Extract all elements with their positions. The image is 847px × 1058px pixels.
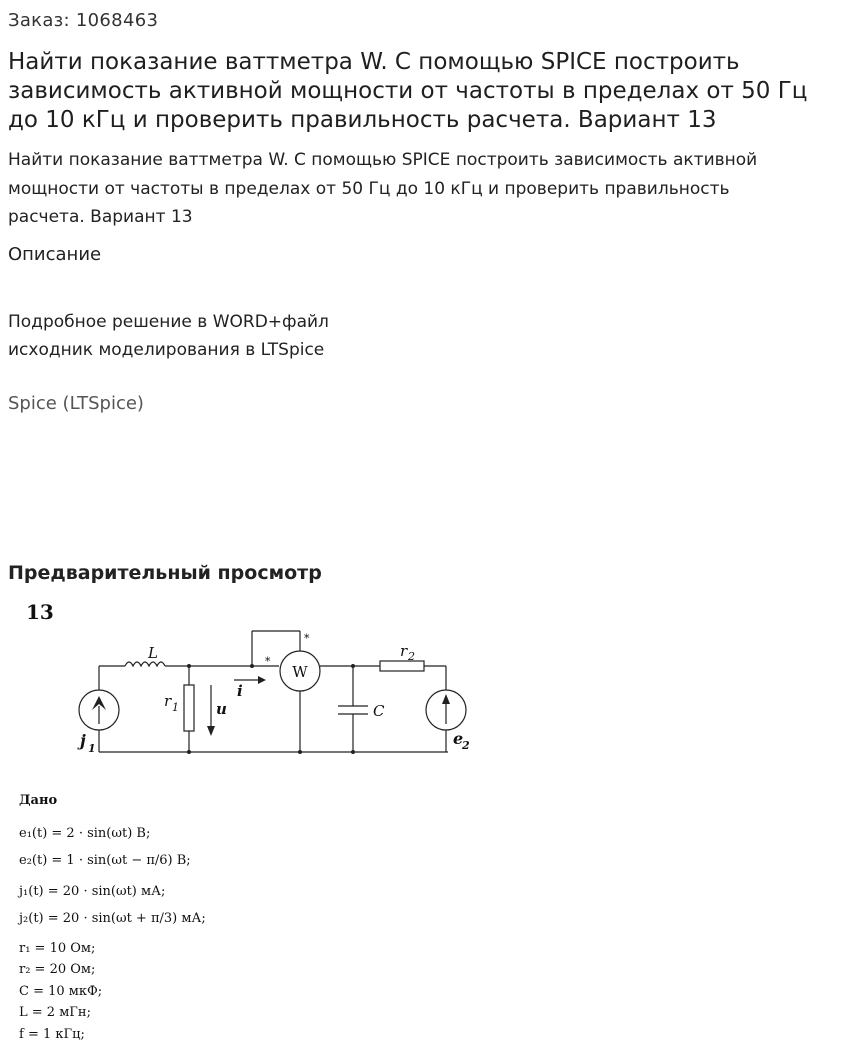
given-e1: e₁(t) = 2 · sin(ωt) В;	[19, 826, 151, 841]
given-j2: j₂(t) = 20 · sin(ωt + π/3) мА;	[19, 911, 206, 926]
label-j1-sub: 1	[88, 742, 96, 755]
label-j1: j	[80, 731, 86, 750]
label-r1-sub: 1	[172, 701, 179, 714]
label-i: i	[237, 682, 243, 700]
given-C: C = 10 мкФ;	[19, 984, 103, 999]
preview-heading: Предварительный просмотр	[8, 562, 322, 584]
preview-image	[8, 598, 488, 1053]
given-f: f = 1 кГц;	[19, 1027, 85, 1042]
page-title: Найти показание ваттметра W. С помощью SPICE построить зависимость активной мощности от частоты в пределах от 50 Гц до 10 кГц и проверить правильность расчета. Вариант 13	[8, 49, 808, 133]
label-e2-sub: 2	[462, 739, 470, 752]
given-r1: r₁ = 10 Ом;	[19, 941, 96, 956]
lead-text: Найти показание ваттметра W. С помощью SPICE построить зависимость активной мощности от частоты в пределах от 50 Гц до 10 кГц и проверить правильность расчета. Вариант 13	[8, 150, 758, 227]
order-number: Заказ: 1068463	[8, 10, 159, 31]
label-r2: r	[400, 642, 408, 660]
description-line-2: исходник моделирования в LTSpice	[8, 340, 325, 360]
variant-number: 13	[26, 600, 54, 624]
label-W: W	[292, 663, 308, 681]
label-star-1: *	[265, 655, 271, 668]
label-u: u	[216, 700, 227, 718]
given-e2: e₂(t) = 1 · sin(ωt − π/6) В;	[19, 853, 191, 868]
label-r2-sub: 2	[408, 650, 415, 663]
description-heading: Описание	[8, 244, 102, 265]
given-L: L = 2 мГн;	[19, 1005, 91, 1020]
description-line-1: Подробное решение в WORD+файл	[8, 312, 329, 332]
given-r2: r₂ = 20 Ом;	[19, 962, 96, 977]
given-heading: Дано	[19, 793, 58, 808]
category-tag-link[interactable]: Spice (LTSpice)	[8, 393, 144, 414]
circuit-diagram	[8, 618, 488, 778]
label-star-2: *	[304, 632, 310, 645]
label-C: C	[373, 702, 385, 720]
label-e2: e	[453, 729, 464, 748]
description-text	[8, 308, 329, 364]
given-j1: j₁(t) = 20 · sin(ωt) мА;	[19, 884, 166, 899]
label-r1: r	[164, 692, 172, 710]
label-L: L	[148, 644, 158, 662]
